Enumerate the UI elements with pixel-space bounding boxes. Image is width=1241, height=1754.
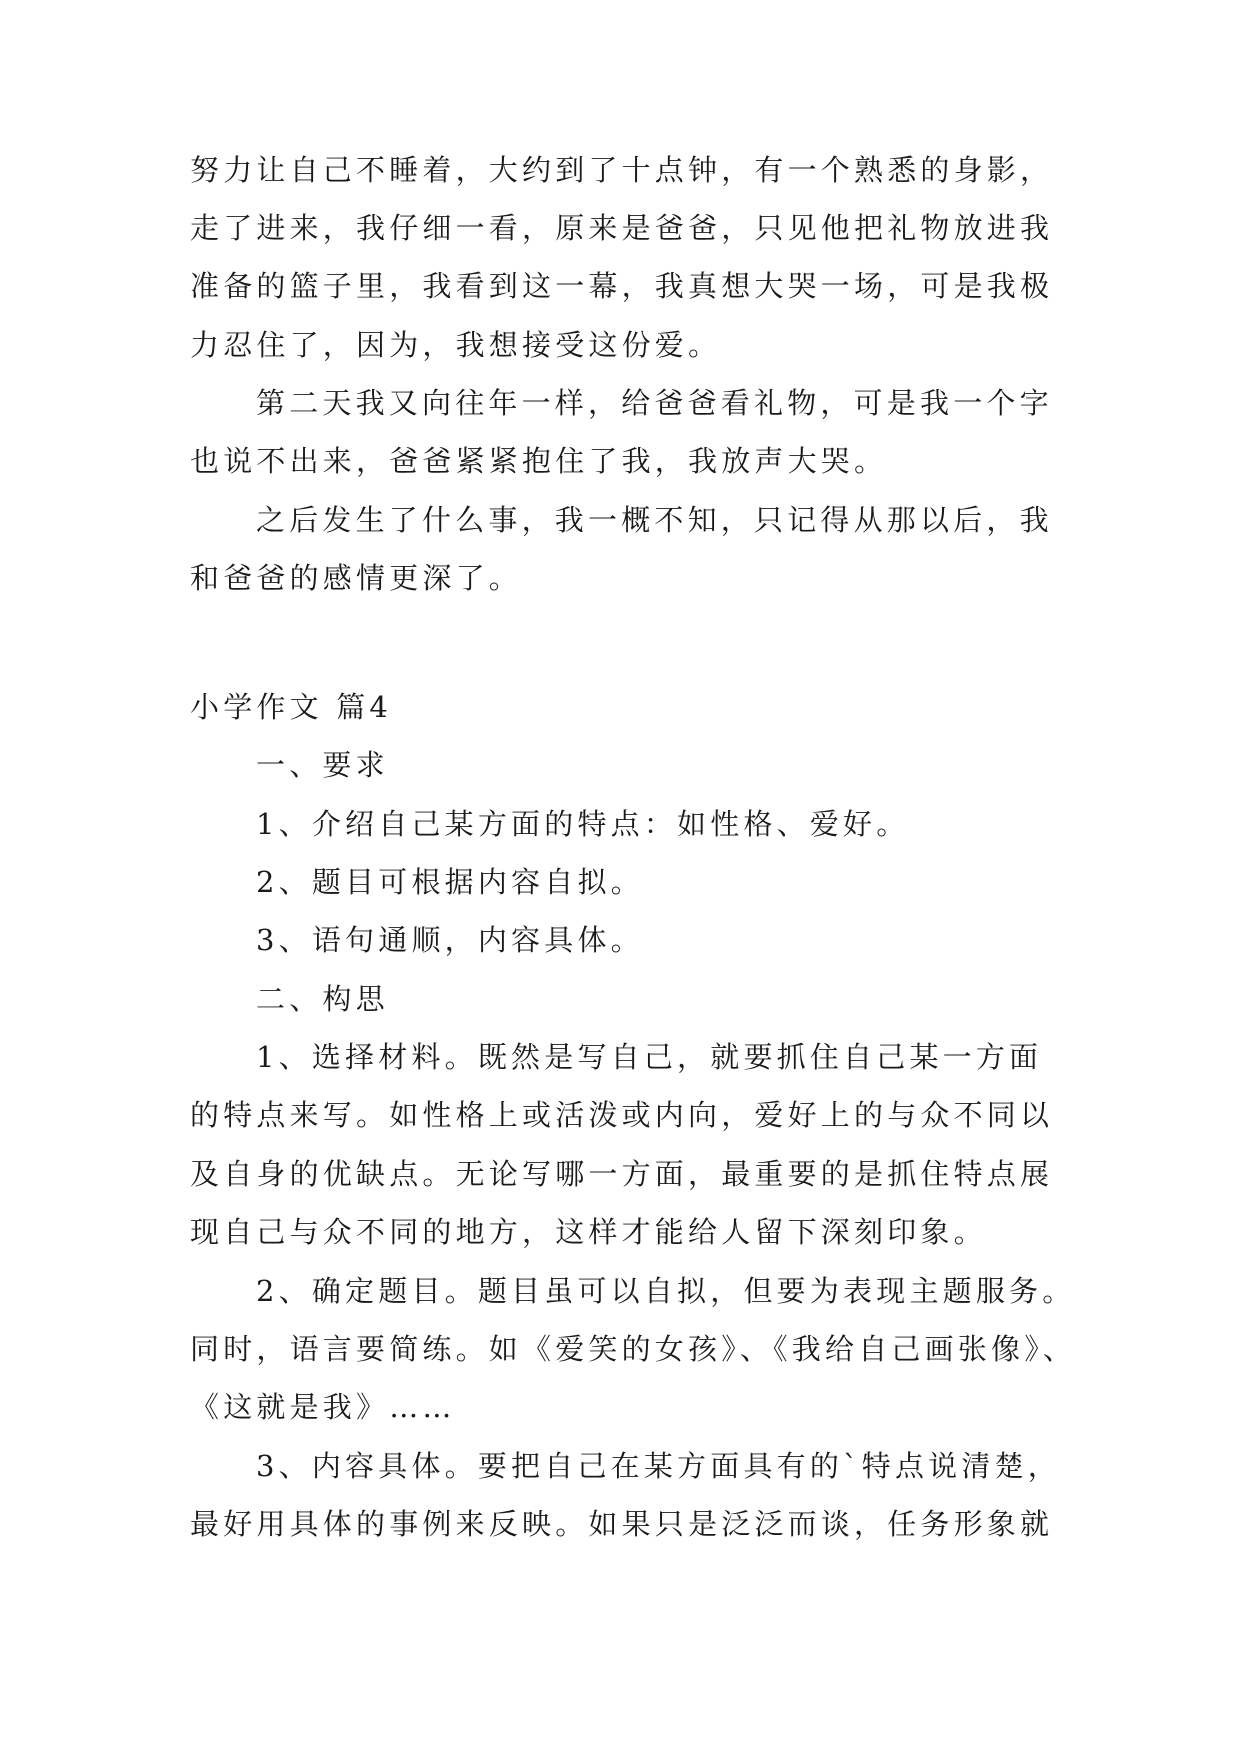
idea-3-line-1: 3、内容具体。要把自己在某方面具有的`特点说清楚， [256,1449,1061,1483]
requirement-item: 2、题目可根据内容自拟。 [256,865,644,899]
idea-1-line-4: 现自己与众不同的地方，这样才能给人留下深刻印象。 [190,1215,987,1249]
paragraph-1-line-4: 力忍住了，因为，我想接受这份爱。 [190,328,722,362]
ideas-heading: 二、构思 [256,982,389,1016]
requirement-item: 3、语句通顺，内容具体。 [256,923,644,957]
idea-2-line-1: 2、确定题目。题目虽可以自拟，但要为表现主题服务。 [256,1274,1076,1308]
idea-2-line-3: 《这就是我》…… [190,1390,456,1424]
paragraph-3-line-1: 之后发生了什么事，我一概不知，只记得从那以后，我 [256,503,1053,537]
paragraph-2-line-2: 也说不出来，爸爸紧紧抱住了我，我放声大哭。 [190,444,888,478]
idea-1-line-1: 1、选择材料。既然是写自己，就要抓住自己某一方面 [256,1040,1043,1074]
idea-3-line-2: 最好用具体的事例来反映。如果只是泛泛而谈，任务形象就 [190,1507,1054,1541]
paragraph-3-line-2: 和爸爸的感情更深了。 [190,561,523,595]
section-title: 小学作文 篇4 [190,690,393,724]
paragraph-1-line-1: 努力让自己不睡着，大约到了十点钟，有一个熟悉的身影， [190,153,1054,187]
idea-2-line-2: 同时，语言要简练。如《爱笑的女孩》、《我给自己画张像》、 [190,1332,1077,1366]
requirements-heading: 一、要求 [256,748,389,782]
paragraph-1-line-2: 走了进来，我仔细一看，原来是爸爸，只见他把礼物放进我 [190,211,1054,245]
paragraph-1-line-3: 准备的篮子里，我看到这一幕，我真想大哭一场，可是我极 [190,269,1054,303]
requirement-item: 1、介绍自己某方面的特点：如性格、爱好。 [256,807,910,841]
idea-1-line-2: 的特点来写。如性格上或活泼或内向，爱好上的与众不同以 [190,1098,1054,1132]
idea-1-line-3: 及自身的优缺点。无论写哪一方面，最重要的是抓住特点展 [190,1157,1054,1191]
paragraph-2-line-1: 第二天我又向往年一样，给爸爸看礼物，可是我一个字 [256,386,1053,420]
